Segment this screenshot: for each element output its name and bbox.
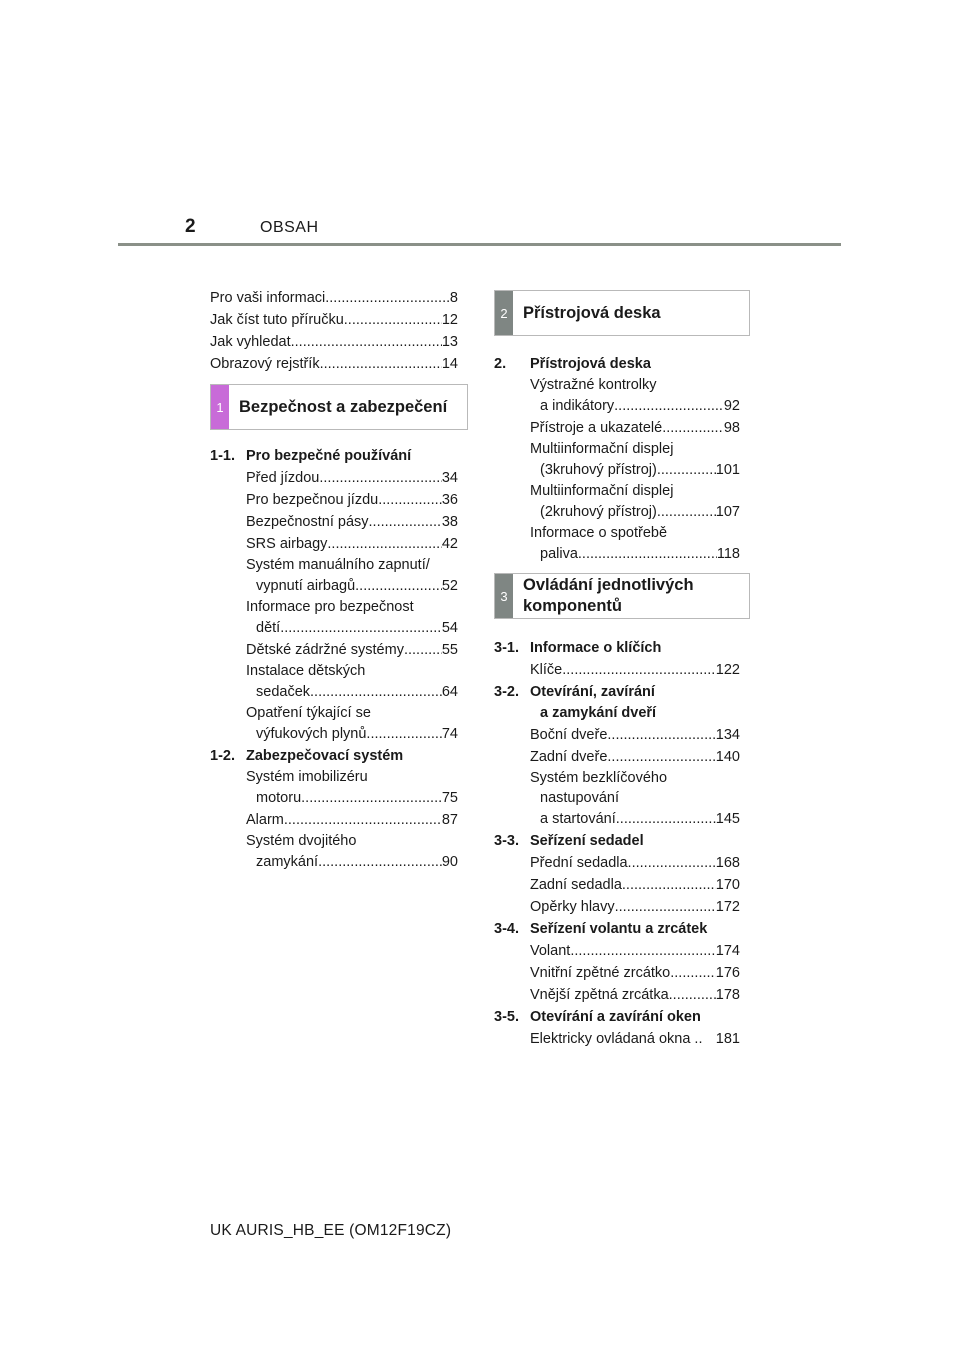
toc-entry xyxy=(494,375,740,417)
section-title: Otevírání a zavírání oken xyxy=(530,1009,701,1025)
toc-entry-text: motoru xyxy=(256,790,302,806)
toc-entry-line[interactable] xyxy=(210,723,458,745)
toc-entry-text: a startování xyxy=(540,811,616,827)
toc-entry xyxy=(494,523,740,565)
toc-entry-line[interactable] xyxy=(210,617,458,639)
header-title: OBSAH xyxy=(260,219,319,236)
toc-entry-line[interactable] xyxy=(210,851,458,873)
leader-dots xyxy=(344,309,442,331)
leader-dots xyxy=(657,459,716,481)
toc-entry-line[interactable] xyxy=(210,309,458,331)
section-number: 3-1. xyxy=(494,640,519,656)
leader-dots xyxy=(318,851,442,873)
leader-dots xyxy=(578,543,717,565)
header-rule xyxy=(118,243,841,246)
chapter-title: Bezpečnost a zabezpečení xyxy=(239,397,448,416)
leader-dots xyxy=(320,353,442,375)
toc-entry-text: Systém imobilizéru xyxy=(246,769,368,785)
section-heading xyxy=(494,1007,740,1027)
toc-entry-text: vypnutí airbagů xyxy=(256,578,356,594)
toc-entry xyxy=(210,597,458,639)
toc-page-number: 140 xyxy=(715,749,740,765)
toc-page-number: 168 xyxy=(715,855,740,871)
toc-right-column xyxy=(494,290,750,1050)
toc-page-number: 87 xyxy=(441,812,458,828)
toc-entry xyxy=(494,481,740,523)
toc-entry-line[interactable] xyxy=(494,852,740,874)
section-number: 3-4. xyxy=(494,921,519,937)
toc-entry-text: Vnitřní zpětné zrcátko xyxy=(530,965,671,981)
toc-entry-line[interactable] xyxy=(210,681,458,703)
toc-page-number: 42 xyxy=(441,536,458,552)
toc-entry-line[interactable] xyxy=(494,501,740,523)
leader-dots xyxy=(378,489,442,511)
toc-entry-line[interactable] xyxy=(210,467,458,489)
toc-page-number: 52 xyxy=(441,578,458,594)
chapter-tab: 3 xyxy=(495,574,513,618)
toc-entry-text: sedaček xyxy=(256,684,311,700)
toc-entry xyxy=(210,533,458,555)
toc-page-number: 54 xyxy=(441,620,458,636)
leader-dots xyxy=(355,575,442,597)
toc-page-number: 170 xyxy=(715,877,740,893)
toc-page-number: 174 xyxy=(715,943,740,959)
leader-dots xyxy=(657,501,716,523)
section-heading xyxy=(494,354,740,374)
toc-page-number: 13 xyxy=(441,334,458,350)
toc-entry-text: Vnější zpětná zrcátka xyxy=(530,987,669,1003)
leader-dots xyxy=(310,681,442,703)
section-heading-cont xyxy=(494,703,740,723)
leader-dots xyxy=(670,962,716,984)
toc-page-number: 176 xyxy=(715,965,740,981)
leader-dots xyxy=(562,659,716,681)
leader-dots xyxy=(622,874,716,896)
toc-page-number: 181 xyxy=(715,1031,740,1047)
toc-entry xyxy=(494,874,740,896)
chapter-tab: 1 xyxy=(211,385,229,429)
toc-entry-line[interactable] xyxy=(494,896,740,918)
leader-dots xyxy=(301,787,442,809)
toc-entry-text: Pro vaši informaci xyxy=(210,290,326,306)
toc-entry-line[interactable] xyxy=(210,489,458,511)
toc-page-number: 98 xyxy=(723,420,740,436)
toc-page-number: 101 xyxy=(715,462,740,478)
toc-page-number: 107 xyxy=(715,504,740,520)
toc-entry xyxy=(494,984,740,1006)
leader-dots xyxy=(319,467,442,489)
leader-dots xyxy=(284,809,442,831)
toc-page-number: 38 xyxy=(441,514,458,530)
toc-entry xyxy=(494,962,740,984)
footer-doc-code: UK AURIS_HB_EE (OM12F19CZ) xyxy=(210,1222,452,1239)
toc-entry-line[interactable] xyxy=(494,417,740,439)
toc-entry xyxy=(494,417,740,439)
toc-entry-line[interactable] xyxy=(210,511,458,533)
toc-page-number: 12 xyxy=(441,312,458,328)
toc-page-number: 90 xyxy=(441,854,458,870)
toc-entry-line[interactable] xyxy=(210,787,458,809)
leader-dots xyxy=(325,287,450,309)
leader-dots xyxy=(669,984,716,1006)
toc-entry-text: Zadní dveře xyxy=(530,749,608,765)
leader-dots xyxy=(570,940,715,962)
section-title: Přístrojová deska xyxy=(530,356,651,372)
toc-entry-text: Systém bezklíčového xyxy=(530,770,668,786)
toc-entry xyxy=(494,659,740,681)
leader-dots xyxy=(327,533,441,555)
toc-entry-text: Instalace dětských xyxy=(246,663,366,679)
section-title: Seřízení volantu a zrcátek xyxy=(530,921,708,937)
toc-entry-text: Pro bezpečnou jízdu xyxy=(246,492,379,508)
leader-dots xyxy=(615,896,716,918)
toc-entry-text: Klíče xyxy=(530,662,563,678)
toc-entry-text: Boční dveře xyxy=(530,727,608,743)
toc-page-number: 92 xyxy=(723,398,740,414)
toc-entry-text: Přední sedadla xyxy=(530,855,628,871)
toc-entry xyxy=(210,467,458,489)
section-title: a zamykání dveří xyxy=(540,705,657,721)
toc-entry-text: Volant xyxy=(530,943,571,959)
toc-entry xyxy=(494,439,740,481)
section-title: Seřízení sedadel xyxy=(530,833,644,849)
spacer xyxy=(210,430,458,445)
toc-entry-text: Bezpečnostní pásy xyxy=(246,514,369,530)
toc-entry xyxy=(210,767,458,809)
toc-page-number: 55 xyxy=(441,642,458,658)
header-page-number: 2 xyxy=(185,216,196,237)
toc-entry xyxy=(494,1028,740,1050)
toc-entry-line[interactable] xyxy=(210,287,458,309)
leader-dots xyxy=(662,417,724,439)
toc-entry-text: zamykání xyxy=(256,854,319,870)
toc-entry-text: paliva xyxy=(540,546,578,562)
section-title: Otevírání, zavírání xyxy=(530,684,655,700)
toc-entry-text: Přístroje a ukazatelé xyxy=(530,420,663,436)
leader-dots xyxy=(607,746,715,768)
toc-entry-line[interactable] xyxy=(210,533,458,555)
toc-page-number: 74 xyxy=(441,726,458,742)
toc-entry-line[interactable] xyxy=(494,543,740,565)
toc-entry-line[interactable] xyxy=(494,940,740,962)
chapter-box-3 xyxy=(494,573,750,619)
leader-dots xyxy=(614,395,724,417)
section-number-spacer xyxy=(494,703,530,723)
toc-entry xyxy=(494,896,740,918)
section-number: 3-3. xyxy=(494,833,519,849)
toc-entry-line[interactable] xyxy=(494,659,740,681)
toc-page-number: 64 xyxy=(441,684,458,700)
toc-entry-text: nastupování xyxy=(540,790,620,806)
toc-entry-text: SRS airbagy xyxy=(246,536,328,552)
toc-entry-line[interactable] xyxy=(494,984,740,1006)
section-number: 2. xyxy=(494,356,507,372)
toc-entry-line[interactable] xyxy=(210,639,458,661)
toc-entry-text: Výstražné kontrolky xyxy=(530,377,657,393)
section-number: 1-2. xyxy=(210,748,235,764)
toc-page-number: 8 xyxy=(449,290,458,306)
spacer xyxy=(494,565,750,573)
chapter-box-2 xyxy=(494,290,750,336)
toc-entry-text: Multiinformační displej xyxy=(530,483,674,499)
toc-entry-text: Alarm xyxy=(246,812,284,828)
toc-entry-text: a indikátory xyxy=(540,398,615,414)
toc-entry-line[interactable] xyxy=(494,459,740,481)
toc-entry xyxy=(494,940,740,962)
toc-entry-text: Systém manuálního zapnutí/ xyxy=(246,557,430,573)
toc-page-number: 172 xyxy=(715,899,740,915)
section-heading xyxy=(494,638,740,658)
toc-page-number: 178 xyxy=(715,987,740,1003)
toc-entry-line[interactable] xyxy=(494,1028,740,1050)
leader-dots xyxy=(404,639,442,661)
toc-entry-line[interactable] xyxy=(210,353,458,375)
toc-entry-text: výfukových plynů xyxy=(256,726,367,742)
section-heading xyxy=(210,446,458,466)
toc-entry-text: Systém dvojitého xyxy=(246,833,357,849)
toc-page-number: 118 xyxy=(716,546,740,562)
toc-entry-text: Informace o spotřebě xyxy=(530,525,668,541)
toc-page-number: 34 xyxy=(441,470,458,486)
section-title: Informace o klíčích xyxy=(530,640,662,656)
toc-entry xyxy=(210,639,458,661)
toc-entry xyxy=(494,724,740,746)
toc-entry-line[interactable] xyxy=(494,808,740,830)
toc-left-column xyxy=(210,287,458,873)
toc-entry-text: Zadní sedadla xyxy=(530,877,622,893)
toc-page-number: 75 xyxy=(441,790,458,806)
toc-entry xyxy=(494,768,740,830)
leader-dots xyxy=(366,723,441,745)
toc-entry xyxy=(210,703,458,745)
leader-dots xyxy=(291,331,442,353)
chapter-box-1 xyxy=(210,384,468,430)
toc-entry-line[interactable] xyxy=(494,724,740,746)
toc-entry xyxy=(210,555,458,597)
leader-dots xyxy=(280,617,442,639)
leader-dots xyxy=(628,852,716,874)
spacer xyxy=(494,619,750,637)
toc-page-number: 14 xyxy=(441,356,458,372)
toc-entry-text: (2kruhový přístroj) xyxy=(540,504,657,520)
toc-entry xyxy=(210,831,458,873)
toc-entry-line[interactable] xyxy=(210,575,458,597)
toc-entry-text: Opatření týkající se xyxy=(246,705,371,721)
toc-entry-text: Opěrky hlavy xyxy=(530,899,615,915)
toc-entry-text: Před jízdou xyxy=(246,470,320,486)
toc-entry-text: Jak číst tuto příručku xyxy=(210,312,344,328)
chapter-tab: 2 xyxy=(495,291,513,335)
leader-dots xyxy=(369,511,442,533)
toc-page-number: 36 xyxy=(441,492,458,508)
toc-entry-line[interactable] xyxy=(494,874,740,896)
section-heading xyxy=(494,831,740,851)
chapter-title: Ovládání jednotlivých komponentů xyxy=(523,576,694,615)
leader-dots xyxy=(607,724,715,746)
toc-entry-text: Elektricky ovládaná okna .. xyxy=(530,1031,703,1047)
toc-entry-line[interactable] xyxy=(494,395,740,417)
toc-page-number: 145 xyxy=(715,811,740,827)
right-sections-b xyxy=(494,638,750,1050)
toc-entry-line[interactable] xyxy=(210,809,458,831)
right-sections-a xyxy=(494,354,750,565)
spacer xyxy=(494,336,750,353)
section-number: 1-1. xyxy=(210,448,235,464)
spacer xyxy=(210,375,458,384)
section-heading xyxy=(494,682,740,702)
toc-entry xyxy=(210,661,458,703)
section-number: 3-5. xyxy=(494,1009,519,1025)
toc-entry-text: Dětské zádržné systémy xyxy=(246,642,404,658)
section-heading xyxy=(210,746,458,766)
toc-entry-text: Obrazový rejstřík xyxy=(210,356,320,372)
toc-entry-line[interactable] xyxy=(494,962,740,984)
toc-entry-text: Informace pro bezpečnost xyxy=(246,599,414,615)
section-title: Pro bezpečné používání xyxy=(246,448,412,464)
toc-entry xyxy=(494,852,740,874)
section-heading xyxy=(494,919,740,939)
leader-dots xyxy=(616,808,716,830)
chapter-title: Přístrojová deska xyxy=(523,303,661,322)
toc-entry-text: (3kruhový přístroj) xyxy=(540,462,657,478)
toc-entry-text: dětí xyxy=(256,620,281,636)
toc-entry xyxy=(494,746,740,768)
toc-entry-line[interactable] xyxy=(210,331,458,353)
toc-entry-line[interactable] xyxy=(494,746,740,768)
section-number: 3-2. xyxy=(494,684,519,700)
toc-entry xyxy=(210,489,458,511)
toc-page-number: 122 xyxy=(715,662,740,678)
section-title: Zabezpečovací systém xyxy=(246,748,404,764)
toc-entry xyxy=(210,809,458,831)
toc-entry xyxy=(210,511,458,533)
toc-entry-text: Multiinformační displej xyxy=(530,441,674,457)
toc-entry-text: Jak vyhledat xyxy=(210,334,291,350)
toc-page-number: 134 xyxy=(715,727,740,743)
